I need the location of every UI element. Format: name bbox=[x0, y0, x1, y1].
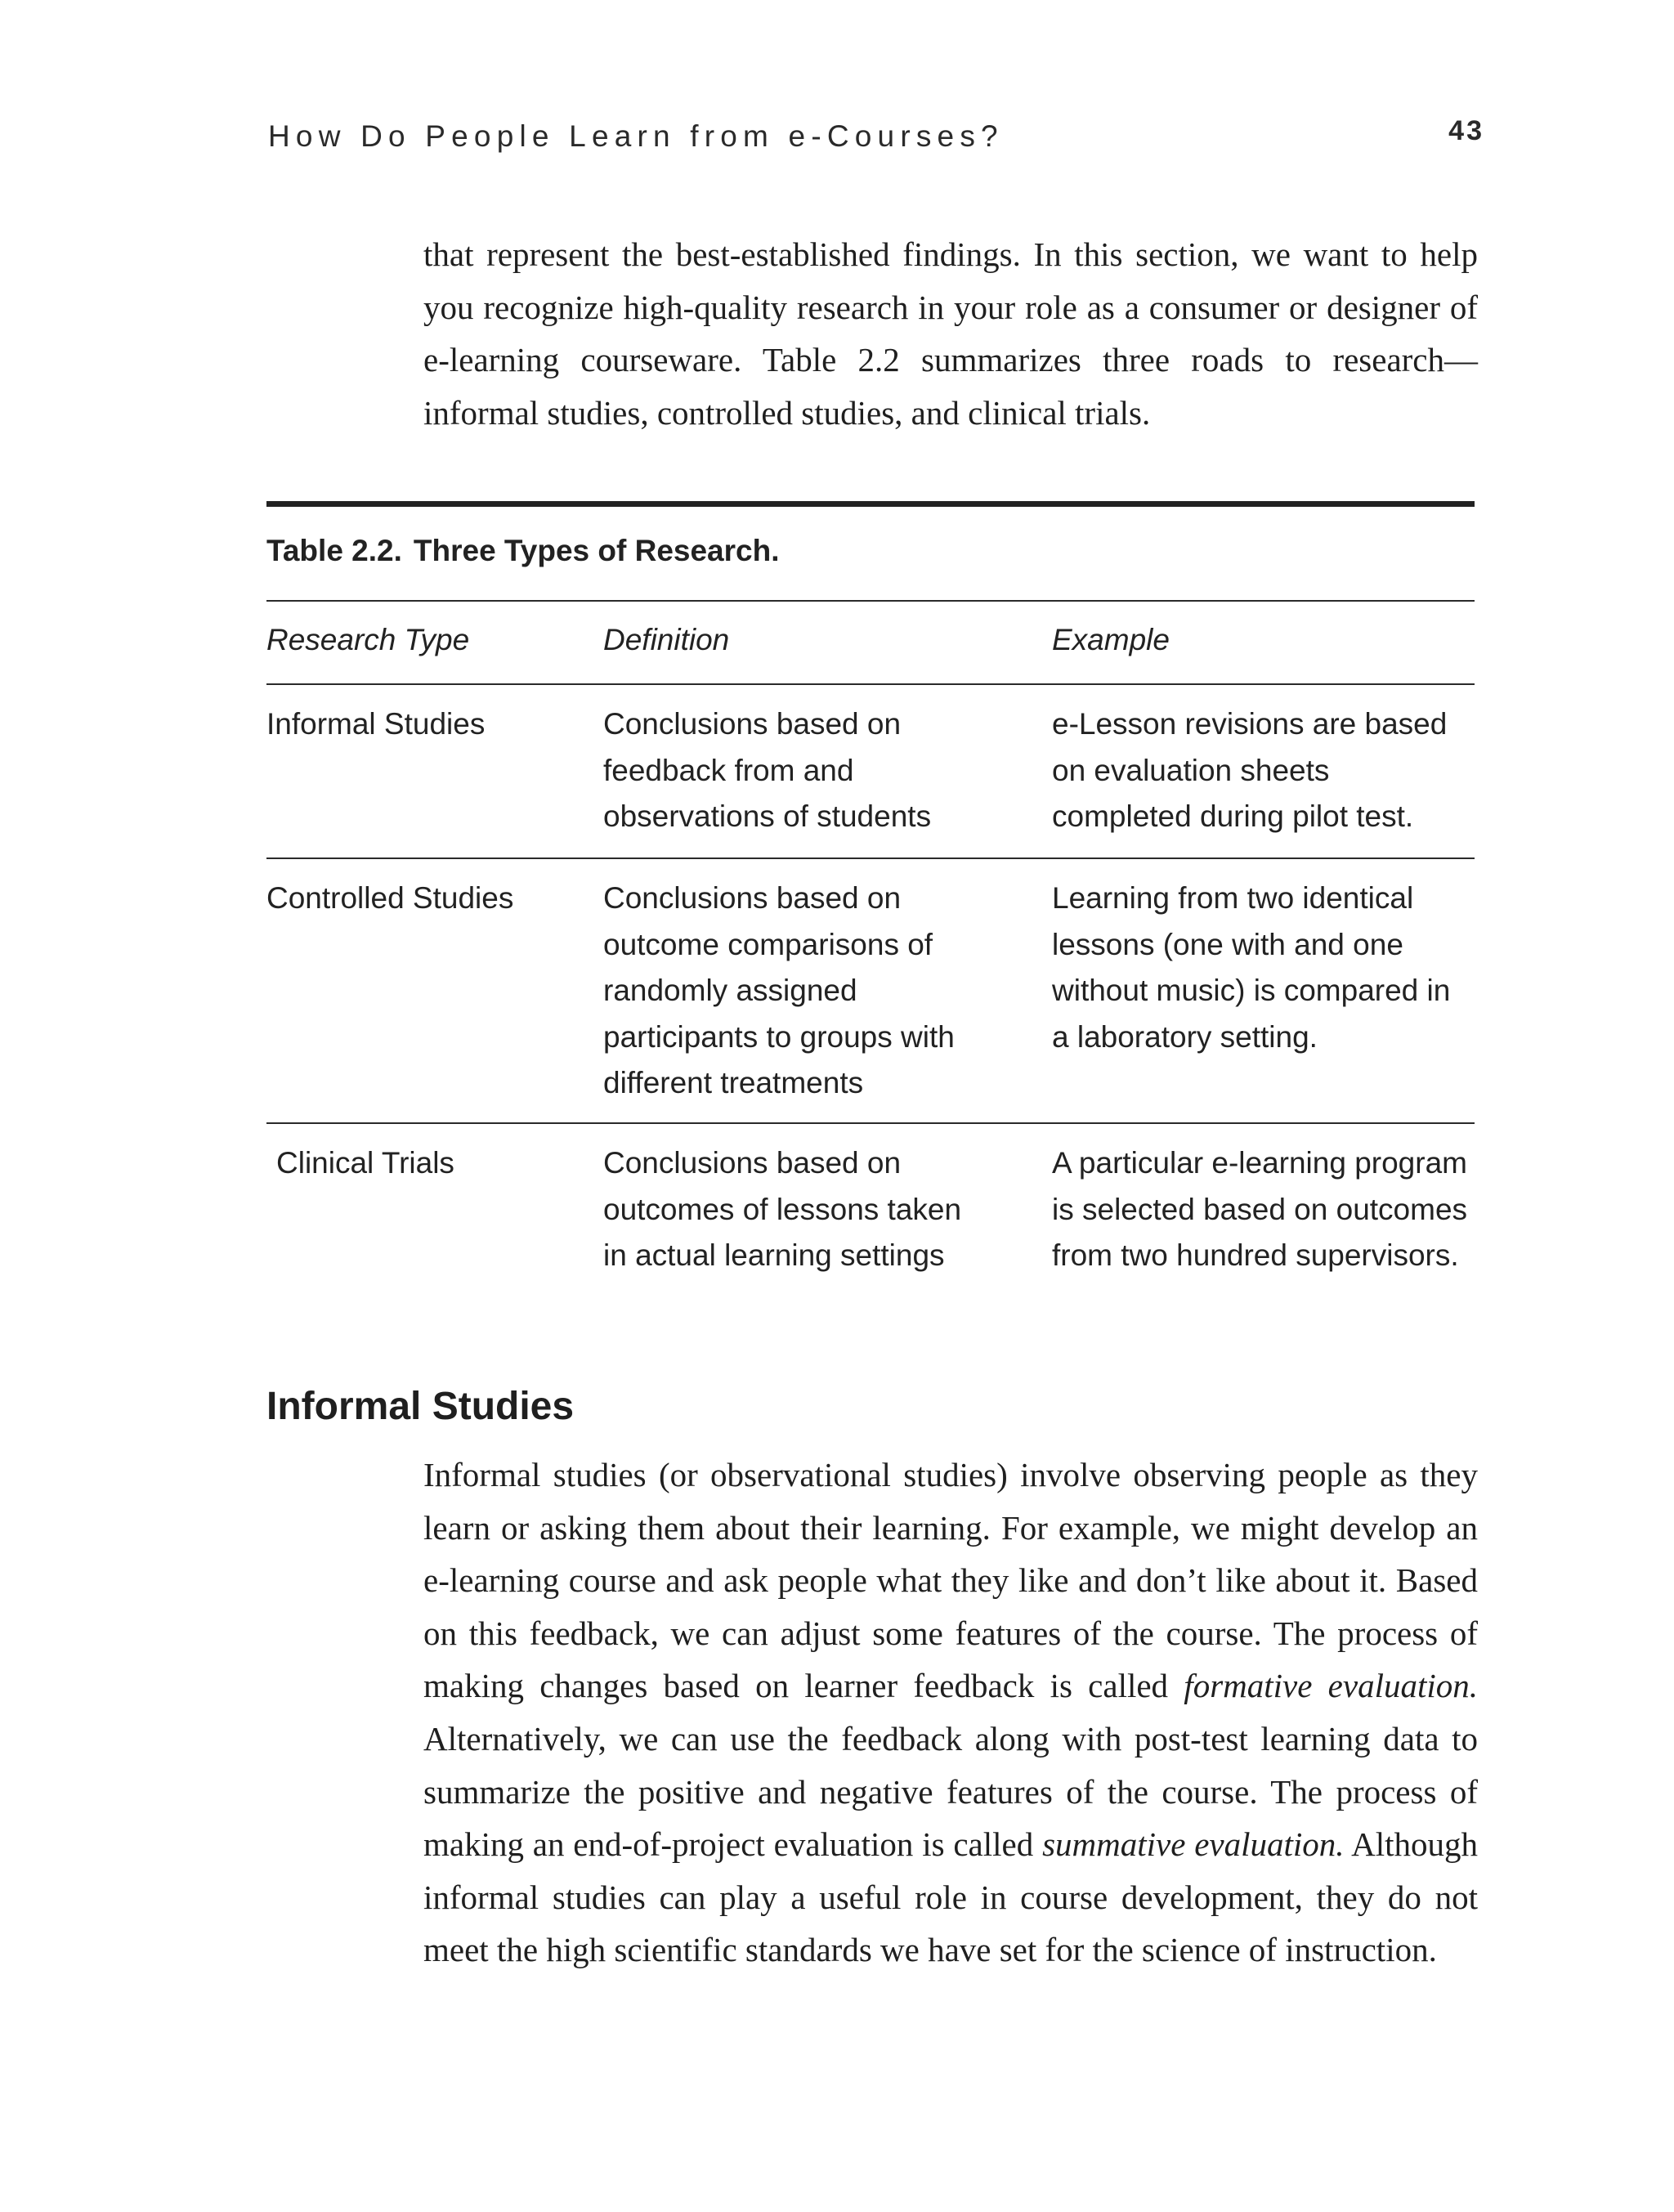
term-summative-evaluation: summative evaluation. bbox=[1042, 1825, 1345, 1864]
table-row-3-example: A particular e-learning program is selected based on outcomes from two hundred supervisors. bbox=[1052, 1146, 1468, 1272]
paragraph-text-3: Although informal studies can play a useful role in course development, they do not meet the high scientific standards we have set for the science of instruction. bbox=[423, 1825, 1479, 1969]
table-row-2-definition: Conclusions based on outcome comparisons of randomly assigned participants to groups with different treatments bbox=[603, 881, 955, 1099]
section-heading-informal-studies: Informal Studies bbox=[266, 1385, 575, 1428]
table-caption-label: Table 2.2. bbox=[266, 534, 402, 567]
table-row-divider-2 bbox=[266, 1122, 1475, 1124]
table-caption-title: Three Types of Research. bbox=[413, 534, 780, 567]
table-row-1-type: Informal Studies bbox=[266, 707, 486, 741]
term-formative-evaluation: formative evaluation. bbox=[1184, 1667, 1478, 1705]
paragraph-text-2: Alternatively, we can use the feedback along with post-test learning data to summarize the positive and negative features of the course. The process of making an end-of-project evaluation is called bbox=[423, 1719, 1478, 1864]
running-header-title: How Do People Learn from e-Courses? bbox=[268, 119, 1004, 153]
table-row-1-example: e-Lesson revisions are based on evaluation sheets completed during pilot test. bbox=[1052, 707, 1448, 833]
column-header-definition: Definition bbox=[603, 623, 730, 656]
table-header-bottom-rule bbox=[266, 683, 1475, 685]
table-top-rule bbox=[266, 501, 1475, 507]
column-header-research-type: Research Type bbox=[266, 623, 470, 656]
paragraph-text-1: Informal studies (or observational studies) involve observing people as they learn or asking them about their learning. For example, we might develop an e-learning course and ask people what they like and don’t like about it. Based on this feedback, we can adjust some features of the course. The process of making changes based on learner feedback is called bbox=[423, 1456, 1478, 1705]
table-header-top-rule bbox=[266, 600, 1475, 602]
page-number: 43 bbox=[1448, 115, 1484, 146]
table-row-1-definition: Conclusions based on feedback from and observations of students bbox=[603, 707, 932, 833]
table-row-2-example: Learning from two identical lessons (one with and one without music) is compared in a laboratory setting. bbox=[1052, 881, 1451, 1054]
table-row-2-type: Controlled Studies bbox=[266, 881, 514, 915]
table-row-3-definition: Conclusions based on outcomes of lessons taken in actual learning settings bbox=[603, 1146, 962, 1272]
informal-studies-paragraph bbox=[423, 1449, 1478, 1977]
table-row-divider-1 bbox=[266, 857, 1475, 859]
intro-paragraph: that represent the best-established findings. In this section, we want to help you recognize high-quality research in your role as a consumer or designer of e-learning courseware. Table 2.2 summarizes three roads to research—informal studies, controlled studies, and clinical trials. bbox=[423, 235, 1478, 432]
column-header-example: Example bbox=[1052, 623, 1170, 656]
table-row-3-type: Clinical Trials bbox=[276, 1146, 454, 1180]
table-caption bbox=[266, 534, 780, 568]
